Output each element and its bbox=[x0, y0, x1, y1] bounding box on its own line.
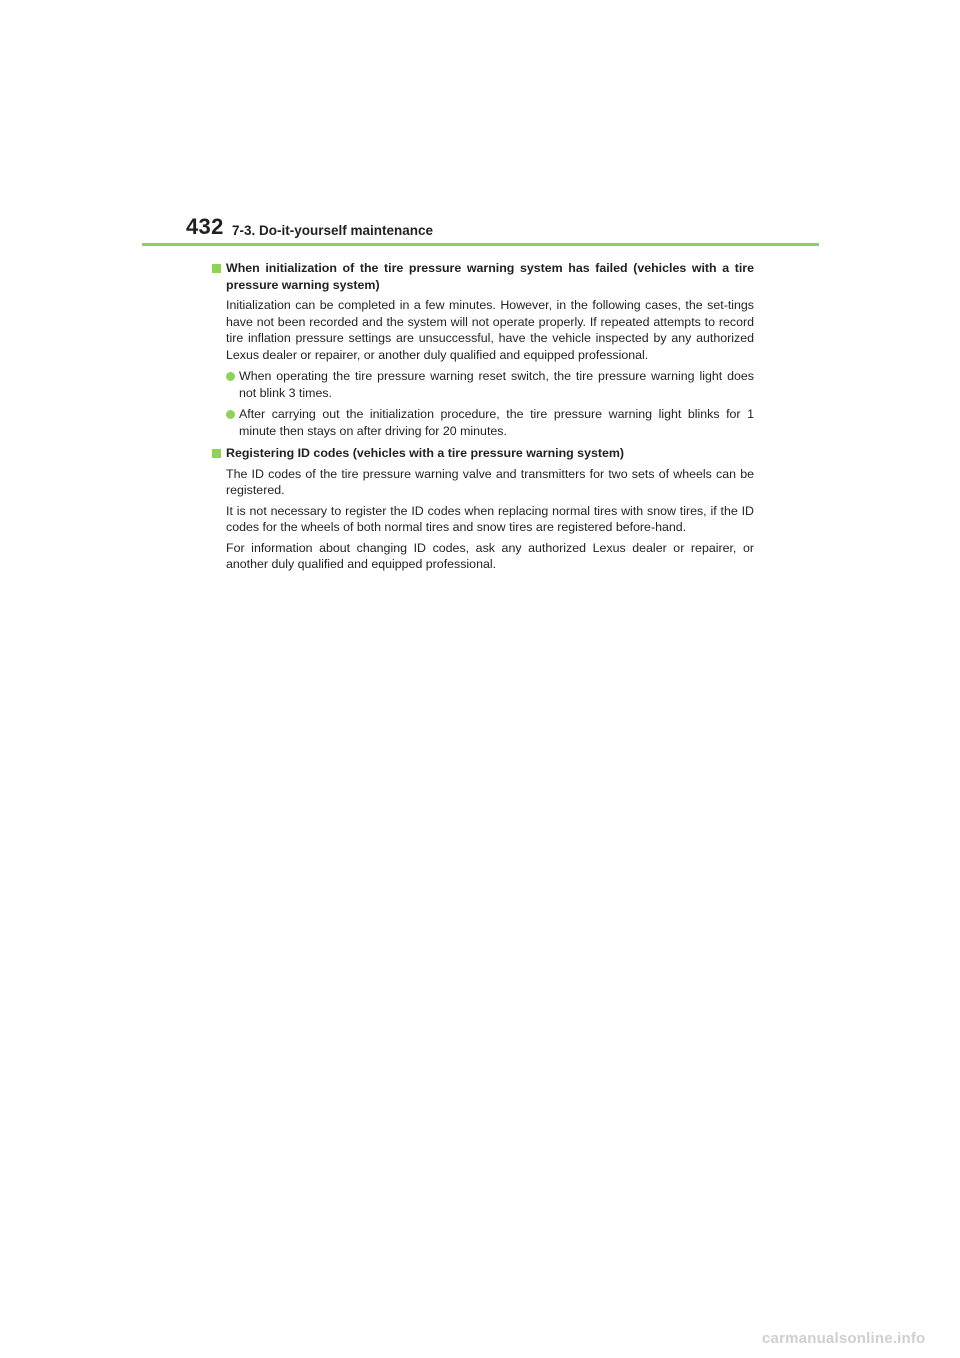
square-bullet-icon bbox=[212, 264, 221, 273]
paragraph: Initialization can be completed in a few minutes. However, in the following cases, the set-tings have not been recorded and the system will not operate properly. If repeated attempts to record tire inflation pressure settings are unsuccessful, have the vehicle inspected by any authorized Lexus dealer or repairer, or another duly qualified and equipped professional. bbox=[226, 298, 754, 362]
circle-bullet-icon bbox=[226, 410, 235, 419]
list-item-text: After carrying out the initialization procedure, the tire pressure warning light blinks for 1 minute then stays on after driving for 20 minutes. bbox=[239, 407, 754, 438]
section-registering-id-codes bbox=[211, 445, 754, 573]
section-heading bbox=[211, 445, 754, 462]
heading-text: When initialization of the tire pressure warning system has failed (vehicles with a tire pressure warning system) bbox=[226, 261, 754, 292]
circle-bullet-icon bbox=[226, 372, 235, 381]
heading-text: Registering ID codes (vehicles with a tire pressure warning system) bbox=[226, 446, 625, 460]
list-item bbox=[211, 368, 754, 401]
paragraph: For information about changing ID codes, ask any authorized Lexus dealer or repairer, or another duly qualified and equipped professional. bbox=[226, 540, 754, 571]
list-item-text: When operating the tire pressure warning reset switch, the tire pressure warning light does not blink 3 times. bbox=[239, 369, 754, 400]
section-heading bbox=[211, 260, 754, 293]
list-item bbox=[211, 406, 754, 439]
paragraph: It is not necessary to register the ID codes when replacing normal tires with snow tires, if the ID codes for the wheels of both normal tires and snow tires are registered before-hand. bbox=[226, 503, 754, 534]
paragraph: The ID codes of the tire pressure warning valve and transmitters for two sets of wheels can be registered. bbox=[226, 466, 754, 497]
page-number: 432 bbox=[186, 214, 224, 239]
square-bullet-icon bbox=[212, 449, 221, 458]
header-rule bbox=[142, 243, 819, 246]
watermark: carmanualsonline.info bbox=[762, 1330, 926, 1347]
content bbox=[211, 256, 754, 573]
section-initialization-failed bbox=[211, 260, 754, 439]
section-title: 7-3. Do-it-yourself maintenance bbox=[232, 223, 434, 238]
